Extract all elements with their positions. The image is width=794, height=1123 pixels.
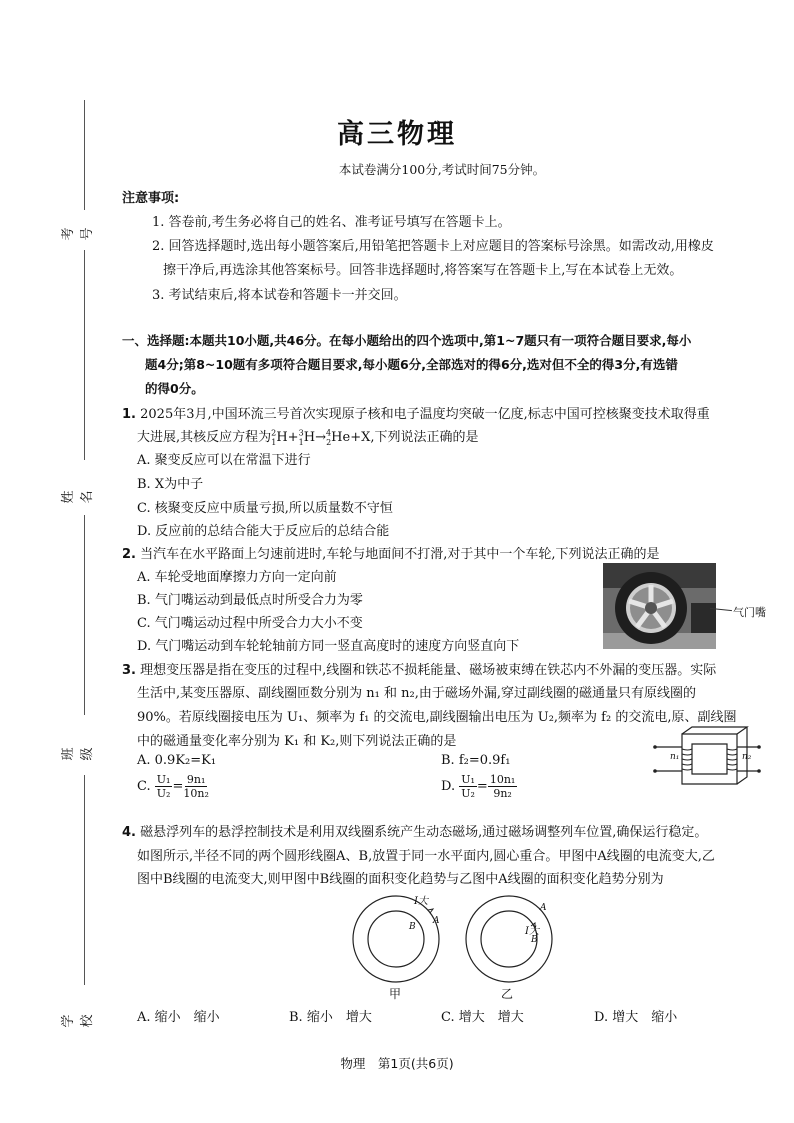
q2-option-a: A. 车轮受地面摩擦力方向一定向前: [137, 570, 337, 585]
binding-line-4: [84, 775, 85, 985]
q1-option-b: B. X为中子: [137, 477, 204, 492]
q4-option-c: C. 增大 增大: [441, 1010, 524, 1025]
q4-line1: [122, 821, 707, 840]
q3-option-d: D. $\frac{\text{U₁}}{\text{U₂}}$ = $\frac{\text{10n₁}}{\text{9n₂}}$: [441, 773, 516, 800]
q2-wheel-photo: [603, 563, 716, 649]
section1-line1: 一、选择题:本题共10小题,共46分。在每小题给出的四个选项中,第1~7题只有一项符合题目要求,每小: [122, 333, 692, 348]
q2-option-b: B. 气门嘴运动到最低点时所受合力为零: [137, 593, 363, 608]
q4-figure-jia: [350, 893, 442, 985]
page-footer: 物理 第1页(共6页): [340, 1056, 454, 1071]
q4-option-b: B. 缩小 增大: [289, 1010, 372, 1025]
q4-yi-label-a: A: [540, 903, 547, 913]
q3-option-d-label: D.: [441, 779, 456, 794]
section1-line3: 的得0分。: [145, 381, 204, 396]
q3-option-c-lhs: [155, 773, 173, 800]
notes-item-2a: 2. 回答选择题时,选出每小题答案后,用铅笔把答题卡上对应题目的答案标号涂黑。如需改动,用橡皮: [152, 239, 714, 254]
q4-figure-jia-caption: 甲: [389, 987, 402, 1001]
binding-line-2: [84, 250, 85, 460]
q2-valve-label: 气门嘴: [733, 606, 766, 619]
q4-jia-label-b: B: [409, 922, 416, 932]
side-label-kaohao: 考号: [61, 227, 95, 241]
q2-number: 2.: [122, 547, 136, 562]
q4-yi-current-label: I大: [525, 926, 539, 937]
q3-option-c-label: C.: [137, 779, 151, 794]
q4-stem-line3: 图中B线圈的电流变大,则甲图中B线圈的面积变化趋势与乙图中A线圈的面积变化趋势分别为: [137, 872, 664, 887]
q3-number: 3.: [122, 663, 136, 678]
frac-den: U₂: [156, 787, 171, 800]
notes-item-1: 1. 答卷前,考生务必将自己的姓名、准考证号填写在答题卡上。: [152, 215, 511, 230]
q4-option-d: D. 增大 缩小: [594, 1010, 678, 1025]
side-label-banji: 班级: [61, 747, 95, 761]
q4-stem-line1: 磁悬浮列车的悬浮控制技术是利用双线圈系统产生动态磁场,通过磁场调整列车位置,确保运行稳定。: [140, 825, 708, 840]
q1-option-d: D. 反应前的总结合能大于反应后的总结合能: [137, 524, 390, 539]
q3-diagram-n1: n₁: [670, 752, 680, 762]
q3-stem-line3: 90%。若原线圈接电压为 U₁、频率为 f₁ 的交流电,副线圈输出电压为 U₂,频率为 f₂ 的交流电,原、副线圈: [137, 710, 737, 725]
q2-stem: 当汽车在水平路面上匀速前进时,车轮与地面间不打滑,对于其中一个车轮,下列说法正确的是: [140, 547, 660, 562]
q1-stem-line2-post: ,下列说法正确的是: [370, 430, 479, 445]
q1-line1: [122, 403, 710, 422]
q3-stem-line1: 理想变压器是指在变压的过程中,线圈和铁芯不损耗能量、磁场被束缚在铁芯内不外漏的变压器。实际: [140, 663, 717, 678]
q3-option-c: C. $\frac{\text{U₁}}{\text{U₂}}$ = $\frac{\text{9n₁}}{\text{10n₂}}$: [137, 773, 209, 800]
q4-figure-yi-caption: 乙: [501, 987, 514, 1001]
q3-stem-line2: 生活中,某变压器原、副线圈匝数分别为 n₁ 和 n₂,由于磁场外漏,穿过副线圈的磁通量只有原线圈的: [137, 686, 696, 701]
frac-den: U₂: [461, 787, 475, 800]
side-label-xingming: 姓名: [61, 490, 95, 504]
section1-line2: 题4分;第8~10题有多项符合题目要求,每小题6分,全部选对的得6分,选对但不全的得3分,有选错: [145, 357, 678, 372]
page-title: 高三物理: [337, 119, 457, 150]
q4-jia-current-label: I大: [414, 896, 428, 907]
q1-option-c: C. 核聚变反应中质量亏损,所以质量数不守恒: [137, 501, 393, 516]
q3-option-c-rhs: [183, 773, 209, 800]
q1-equation: $^2_1$H+$^3_1$H→$^4_2$He+X: [271, 428, 371, 447]
q1-number: 1.: [122, 407, 136, 422]
q3-line1: [122, 659, 716, 678]
frac-den: 9n₂: [493, 787, 512, 800]
frac-num: 9n₁: [186, 773, 206, 786]
q3-diagram-n2: n₂: [742, 752, 752, 762]
q2-option-c: C. 气门嘴运动过程中所受合力大小不变: [137, 616, 363, 631]
frac-num: U₁: [461, 773, 475, 786]
page-subtitle: 本试卷满分100分,考试时间75分钟。: [338, 162, 546, 177]
q3-option-b: B. f₂=0.9f₁: [441, 753, 511, 768]
q3-option-d-lhs: [459, 773, 477, 800]
binding-line-3: [84, 515, 85, 715]
notes-heading: 注意事项:: [122, 191, 180, 206]
q2-option-d: D. 气门嘴运动到车轮轮轴前方同一竖直高度时的速度方向竖直向下: [137, 639, 520, 654]
q4-yi-label-b: B: [531, 935, 538, 945]
frac-den: 10n₂: [183, 787, 209, 800]
q3-option-a: A. 0.9K₂=K₁: [137, 753, 217, 768]
notes-item-3: 3. 考试结束后,将本试卷和答题卡一并交回。: [152, 288, 407, 303]
q4-number: 4.: [122, 825, 136, 840]
q2-line1: [122, 543, 660, 562]
frac-num: 10n₁: [489, 773, 516, 786]
q3-option-d-rhs: [488, 773, 518, 800]
frac-num: U₁: [156, 773, 171, 786]
q1-line2: [137, 426, 479, 447]
q1-stem-line1: 2025年3月,中国环流三号首次实现原子核和电子温度均突破一亿度,标志中国可控核聚变技术取得重: [140, 407, 710, 422]
q1-option-a: A. 聚变反应可以在常温下进行: [137, 453, 311, 468]
q1-stem-line2-pre: 大进展,其核反应方程为: [137, 430, 272, 445]
q4-option-a: A. 缩小 缩小: [137, 1010, 220, 1025]
side-label-xuexiao: 学校: [61, 1014, 95, 1028]
q4-jia-label-a: A: [433, 916, 440, 926]
q3-stem-line4: 中的磁通量变化率分别为 K₁ 和 K₂,则下列说法正确的是: [137, 734, 457, 749]
notes-item-2b: 擦干净后,再选涂其他答案标号。回答非选择题时,将答案写在答题卡上,写在本试卷上无效。: [163, 263, 683, 278]
q4-stem-line2: 如图所示,半径不同的两个圆形线圈A、B,放置于同一水平面内,圆心重合。甲图中A线圈的电流变大,乙: [137, 849, 715, 864]
